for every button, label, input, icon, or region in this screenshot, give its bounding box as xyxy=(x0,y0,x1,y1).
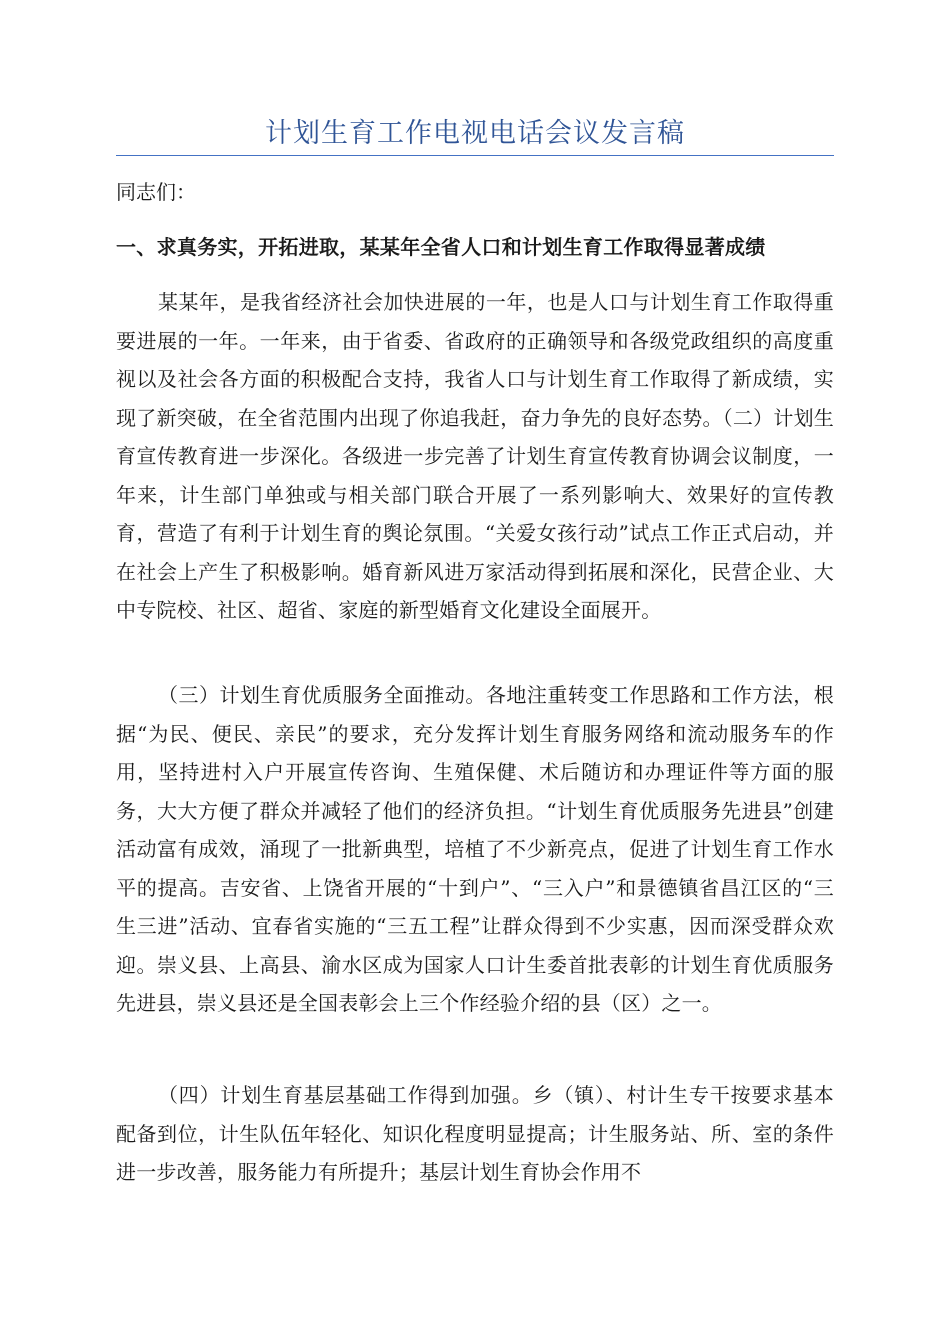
paragraph: （四）计划生育基层基础工作得到加强。乡（镇）、村计生专干按要求基本配备到位，计生队伍年轻化、知识化程度明显提高；计生服务站、所、室的条件进一步改善，服务能力有所提升；基层计划生育协会作用不 xyxy=(116,1083,834,1184)
salutation: 同志们： xyxy=(116,180,196,204)
paragraph: （三）计划生育优质服务全面推动。各地注重转变工作思路和工作方法，根据“为民、便民、亲民”的要求，充分发挥计划生育服务网络和流动服务车的作用，坚持进村入户开展宣传咨询、生殖保健、术后随访和办理证件等方面的服务，大大方便了群众并减轻了他们的经济负担。“计划生育优质服务先进县”创建活动富有成效，涌现了一批新典型，培植了不少新亮点，促进了计划生育工作水平的提高。吉安省、上饶省开展的“十到户”、“三入户”和景德镇省昌江区的“三生三进”活动、宜春省实施的“三五工程”让群众得到不少实惠，因而深受群众欢迎。崇义县、上高县、渝水区成为国家人口计生委首批表彰的计划生育优质服务先进县，崇义县还是全国表彰会上三个作经验介绍的县（区）之一。 xyxy=(116,683,834,1015)
document-title: 计划生育工作电视电话会议发言稿 xyxy=(265,118,685,149)
paragraph: 某某年，是我省经济社会加快进展的一年，也是人口与计划生育工作取得重要进展的一年。一年来，由于省委、省政府的正确领导和各级党政组织的高度重视以及社会各方面的积极配合支持，我省人口与计划生育工作取得了新成绩，实现了新突破，在全省范围内出现了你追我赶，奋力争先的良好态势。（二）计划生育宣传教育进一步深化。各级进一步完善了计划生育宣传教育协调会议制度，一年来，计生部门单独或与相关部门联合开展了一系列影响大、效果好的宣传教育，营造了有利于计划生育的舆论氛围。“关爱女孩行动”试点工作正式启动，并在社会上产生了积极影响。婚育新风进万家活动得到拓展和深化，民营企业、大中专院校、社区、超省、家庭的新型婚育文化建设全面展开。 xyxy=(116,290,834,622)
section-heading: 一、求真务实，开拓进取，某某年全省人口和计划生育工作取得显著成绩 xyxy=(116,235,766,259)
title-underline xyxy=(116,155,834,156)
